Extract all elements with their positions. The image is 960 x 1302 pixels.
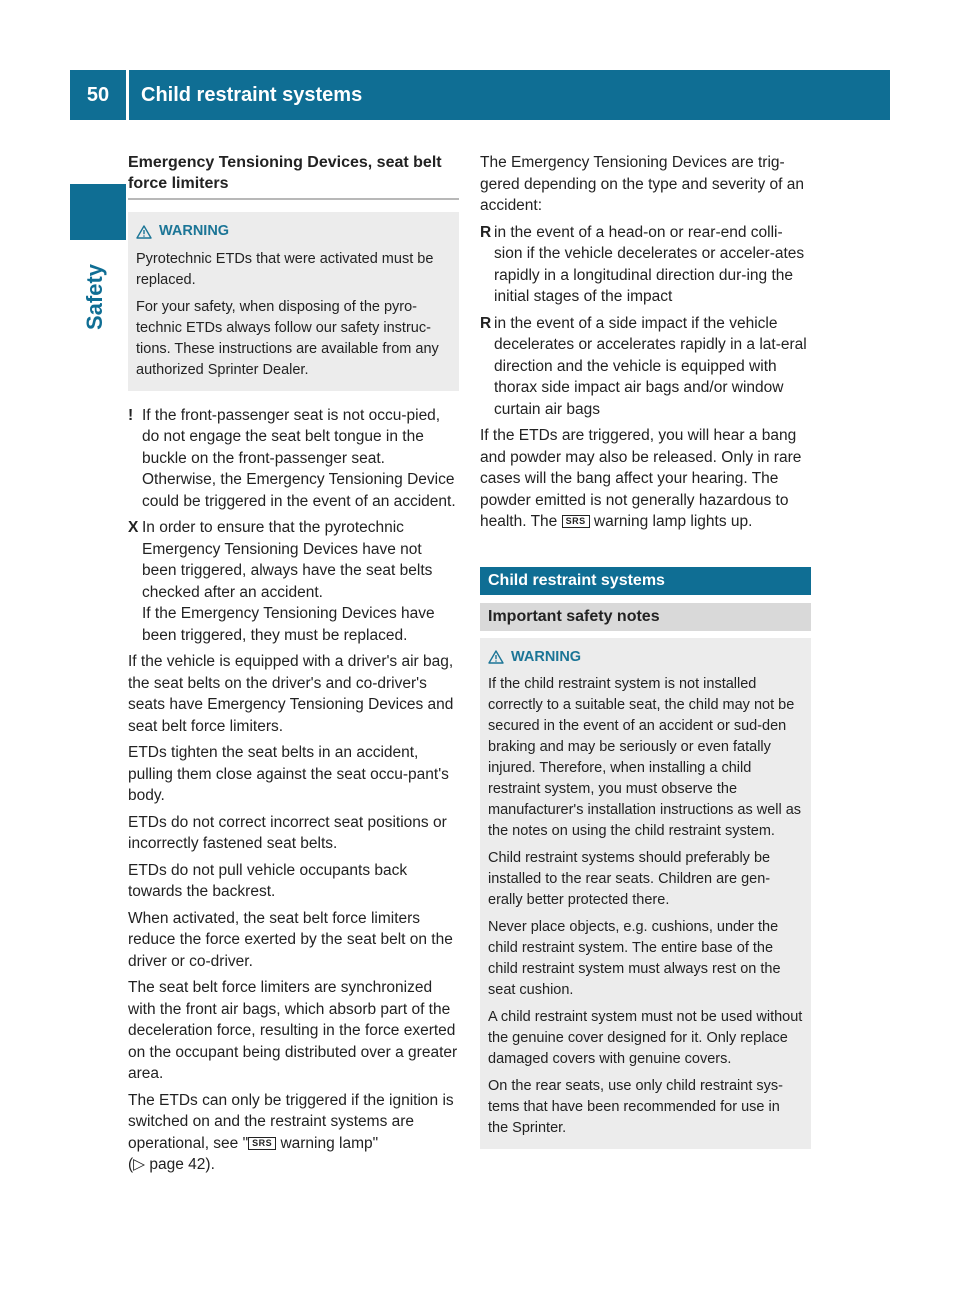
action-arrow-icon: X (128, 519, 139, 536)
bullet-icon: R (480, 223, 492, 241)
body-paragraph (128, 1090, 459, 1176)
subsection-bar: Important safety notes (480, 603, 811, 631)
warning-triangle-icon (136, 225, 152, 239)
action-item (128, 517, 459, 646)
body-text: warning lamp" (276, 1134, 379, 1152)
warning-triangle-icon (488, 650, 504, 664)
body-text: warning lamp lights up. (589, 513, 753, 530)
note-item (128, 405, 459, 513)
section-tab-label: Safety (82, 263, 107, 330)
warning-box (128, 212, 459, 391)
bullet-item (480, 313, 811, 421)
section-bar: Child restraint systems (480, 567, 811, 595)
page-title: Child restraint systems (141, 84, 363, 106)
right-column (480, 152, 811, 1163)
warning-paragraph: A child restraint system must not be used without the genuine cover designed for it. Only replace damaged covers with genuine covers. (488, 1009, 803, 1067)
warning-paragraph: Pyrotechnic ETDs that were activated must be replaced. (136, 250, 434, 288)
warning-title-text: WARNING (159, 223, 230, 239)
bullet-text: in the event of a side impact if the vehicle decelerates or accelerates rapidly in a lat-eral direction and the vehicle is equipped with thorax side impact air bags and/or window curtain air bags (494, 314, 807, 418)
warning-title (488, 647, 803, 669)
body-text: The ETDs can only be triggered if the ignition is switched on and the restraint systems are operational, see " (128, 1091, 454, 1152)
intro-paragraph: The Emergency Tensioning Devices are trig-gered depending on the type and severity of an accident: (480, 154, 805, 214)
body-paragraph: If the vehicle is equipped with a driver's air bag, the seat belts on the driver's and co-driver's seats have Emergency Tensioning Devices and seat belt force limiters. (128, 653, 454, 735)
warning-title (136, 221, 451, 243)
action-text: In order to ensure that the pyrotechnic Emergency Tensioning Devices have not been triggered, always have the seat belts checked after an accident. (142, 519, 433, 601)
page-number: 50 (86, 84, 110, 106)
bullet-icon: R (480, 314, 492, 332)
body-text: If the ETDs are triggered, you will hear a bang and powder may also be released. Only in rare cases will the bang affect your hearing. The powder emitted is not generally hazardous to health. The (480, 427, 802, 530)
body-paragraph: ETDs tighten the seat belts in an accident, pulling them close against the seat occu-pant's body. (128, 744, 449, 804)
srs-lamp-icon: SRS (562, 515, 590, 528)
body-paragraph: ETDs do not pull vehicle occupants back towards the backrest. (128, 861, 408, 900)
body-paragraph: When activated, the seat belt force limiters reduce the force exerted by the seat belt on the driver or co-driver. (128, 909, 453, 970)
warning-paragraph: For your safety, when disposing of the pyro-technic ETDs always follow our safety instruc-tions. These instructions are available from any authorized Sprinter Dealer. (136, 298, 439, 378)
body-paragraph: ETDs do not correct incorrect seat positions or incorrectly fastened seat belts. (128, 813, 447, 852)
body-paragraph (480, 425, 811, 533)
srs-lamp-icon: SRS (248, 1137, 276, 1150)
bullet-text: in the event of a head-on or rear-end colli-sion if the vehicle decelerates or acceler-ates rapidly in a longitudinal direction dur-ing the initial stages of the impact (494, 223, 805, 305)
warning-paragraph: On the rear seats, use only child restraint sys-tems that have been recommended for use in the Sprinter. (488, 1078, 783, 1136)
warning-title-text: WARNING (511, 648, 582, 665)
bullet-item (480, 222, 811, 308)
left-column (128, 152, 459, 1181)
warning-box (480, 638, 811, 1150)
warning-paragraph: Never place objects, e.g. cushions, under the child restraint system. The entire base of the child restraint system must always rest on the seat cushion. (488, 919, 781, 998)
page-reference-link[interactable]: (▷ page 42). (128, 1156, 215, 1173)
header-divider (126, 70, 129, 120)
section-tab-marker (70, 184, 126, 240)
body-paragraph: The seat belt force limiters are synchronized with the front air bags, which absorb part of the deceleration force, resulting in the force exerted on the occupant being distributed over a greater area. (128, 979, 458, 1082)
warning-paragraph: Child restraint systems should preferably be installed to the rear seats. Children are gen-erally better protected there. (488, 850, 771, 908)
note-exclamation-icon: ! (128, 406, 134, 424)
note-text: If the front-passenger seat is not occu-pied, do not engage the seat belt tongue in the buckle on the front-passenger seat. Otherwise, the Emergency Tensioning Device could be triggered in the event of an accident. (142, 406, 456, 510)
action-followup: If the Emergency Tensioning Devices have been triggered, they must be replaced. (142, 605, 435, 644)
warning-paragraph: If the child restraint system is not installed correctly to a suitable seat, the child may not be secured in the event of an accident or sud-den braking and may be seriously or even fatally injured. Therefore, when installing a child restraint system, you must observe the manufacturer's installation instructions as well as the notes on using the child restraint system. (488, 676, 802, 839)
section-heading: Emergency Tensioning Devices, seat belt force limiters (128, 152, 459, 200)
